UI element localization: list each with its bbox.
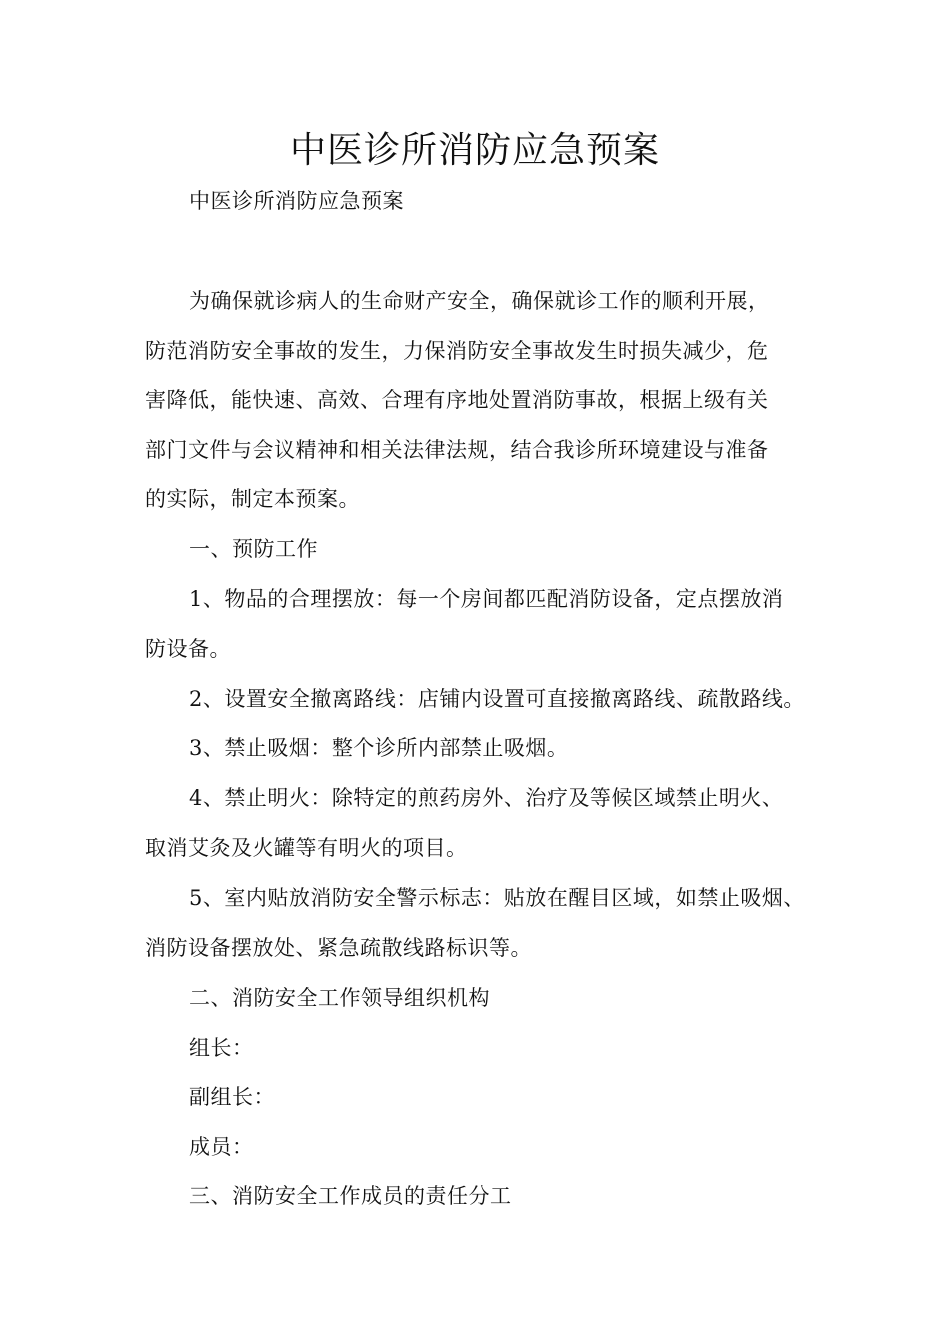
section3-heading: 三、消防安全工作成员的责任分工 <box>189 1184 512 1208</box>
document-title: 中医诊所消防应急预案 <box>289 130 660 171</box>
section1-item1-line1: 1、物品的合理摆放：每一个房间都匹配消防设备，定点摆放消 <box>189 587 784 611</box>
members-label: 成员： <box>189 1135 254 1159</box>
section2-heading: 二、消防安全工作领导组织机构 <box>189 986 490 1010</box>
section1-item4-line2: 取消艾灸及火罐等有明火的项目。 <box>145 836 468 860</box>
intro-line-4: 部门文件与会议精神和相关法律法规，结合我诊所环境建设与准备 <box>145 438 769 462</box>
section1-item5-line1: 5、室内贴放消防安全警示标志：贴放在醒目区域，如禁止吸烟、 <box>189 886 805 910</box>
section1-item5-line2: 消防设备摆放处、紧急疏散线路标识等。 <box>145 936 532 960</box>
intro-line-2: 防范消防安全事故的发生，力保消防安全事故发生时损失减少，危 <box>145 339 769 363</box>
intro-line-5: 的实际，制定本预案。 <box>145 487 360 511</box>
intro-line-3: 害降低，能快速、高效、合理有序地处置消防事故，根据上级有关 <box>145 388 769 412</box>
section1-item2: 2、设置安全撤离路线：店铺内设置可直接撤离路线、疏散路线。 <box>189 687 805 711</box>
deputy-leader-label: 副组长： <box>189 1085 275 1109</box>
intro-line-1: 为确保就诊病人的生命财产安全，确保就诊工作的顺利开展， <box>189 289 770 313</box>
leader-label: 组长： <box>189 1036 254 1060</box>
section1-item3: 3、禁止吸烟：整个诊所内部禁止吸烟。 <box>189 736 569 760</box>
section1-item4-line1: 4、禁止明火：除特定的煎药房外、治疗及等候区域禁止明火、 <box>189 786 784 810</box>
document-subtitle: 中医诊所消防应急预案 <box>189 189 404 213</box>
section1-item1-line2: 防设备。 <box>145 637 231 661</box>
section1-heading: 一、预防工作 <box>189 537 318 561</box>
